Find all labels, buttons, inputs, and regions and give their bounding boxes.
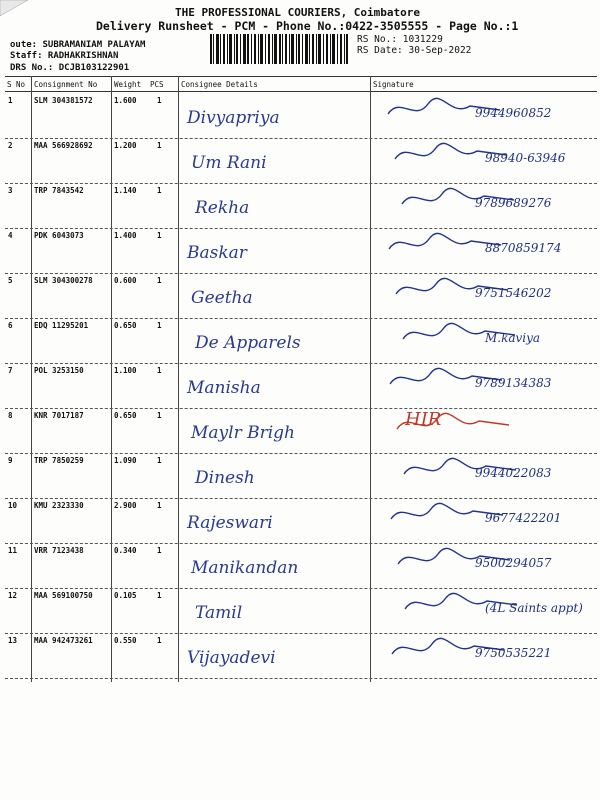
pcs-value: 1 <box>157 141 162 150</box>
consignment-number: MAA 942473261 <box>34 636 93 645</box>
consignment-number: KMU 2323330 <box>34 501 84 510</box>
consignment-number: KNR 7017187 <box>34 411 84 420</box>
col-pcs: PCS <box>150 80 164 89</box>
consignee-handwriting: Geetha <box>191 288 253 308</box>
weight-value: 1.100 <box>114 366 137 375</box>
col-divider <box>370 76 371 682</box>
consignment-number: MAA 569100750 <box>34 591 93 600</box>
weight-value: 2.900 <box>114 501 137 510</box>
consignment-number: TRP 7850259 <box>34 456 84 465</box>
consignee-handwriting: Rajeswari <box>187 513 273 533</box>
col-divider <box>178 76 179 682</box>
consignee-handwriting: De Apparels <box>195 333 301 353</box>
weight-value: 1.090 <box>114 456 137 465</box>
signature-phone: 9789689276 <box>475 196 552 210</box>
company-title: THE PROFESSIONAL COURIERS, Coimbatore <box>175 6 421 19</box>
weight-value: 1.200 <box>114 141 137 150</box>
signature-phone: 8870859174 <box>485 241 562 255</box>
serial-number: 6 <box>8 321 13 330</box>
pcs-value: 1 <box>157 96 162 105</box>
consignment-number: EDQ 11295201 <box>34 321 89 330</box>
pcs-value: 1 <box>157 321 162 330</box>
consignee-handwriting: Divyapriya <box>187 108 280 128</box>
route-text: oute: SUBRAMANIAM PALAYAM <box>10 40 146 50</box>
signature-phone: 9789134383 <box>475 376 552 390</box>
weight-value: 0.550 <box>114 636 137 645</box>
weight-value: 0.650 <box>114 411 137 420</box>
pcs-value: 1 <box>157 276 162 285</box>
serial-number: 9 <box>8 456 13 465</box>
pcs-value: 1 <box>157 501 162 510</box>
consignment-number: SLM 304300278 <box>34 276 93 285</box>
consignee-handwriting: Baskar <box>187 243 247 263</box>
col-sno: S No <box>7 80 26 89</box>
signature-phone: HIR <box>405 409 442 430</box>
pcs-value: 1 <box>157 366 162 375</box>
consignee-handwriting: Rekha <box>195 198 250 218</box>
pcs-value: 1 <box>157 591 162 600</box>
col-consignment: Consignment No <box>34 80 98 89</box>
runsheet-subtitle: Delivery Runsheet - PCM - Phone No.:0422-3505555 - Page No.:1 <box>96 19 519 33</box>
signature-phone: (4L Saints appt) <box>485 601 583 615</box>
consignment-number: MAA 566928692 <box>34 141 93 150</box>
signature-phone: 9500294057 <box>475 556 552 570</box>
pcs-value: 1 <box>157 411 162 420</box>
weight-value: 1.140 <box>114 186 137 195</box>
col-divider <box>111 76 112 682</box>
pcs-value: 1 <box>157 546 162 555</box>
barcode-image <box>210 34 348 64</box>
staff-text: Staff: RADHAKRISHNAN <box>10 51 119 61</box>
weight-value: 0.600 <box>114 276 137 285</box>
serial-number: 1 <box>8 96 13 105</box>
consignee-handwriting: Dinesh <box>195 468 255 488</box>
col-signature: Signature <box>373 80 414 89</box>
rs-number: RS No.: 1031229 <box>357 34 443 45</box>
consignee-handwriting: Manisha <box>187 378 261 398</box>
consignee-handwriting: Um Rani <box>191 153 267 173</box>
weight-value: 1.400 <box>114 231 137 240</box>
signature-phone: 9677422201 <box>485 511 562 525</box>
table-header <box>5 76 597 92</box>
rs-date: RS Date: 30-Sep-2022 <box>357 45 472 56</box>
serial-number: 11 <box>8 546 18 555</box>
signature-phone: 9751546202 <box>475 286 552 300</box>
pcs-value: 1 <box>157 231 162 240</box>
serial-number: 5 <box>8 276 13 285</box>
serial-number: 7 <box>8 366 13 375</box>
serial-number: 10 <box>8 501 18 510</box>
weight-value: 1.600 <box>114 96 137 105</box>
consignment-number: VRR 7123438 <box>34 546 84 555</box>
serial-number: 2 <box>8 141 13 150</box>
pcs-value: 1 <box>157 186 162 195</box>
serial-number: 3 <box>8 186 13 195</box>
signature-phone: M.kaviya <box>485 331 541 345</box>
weight-value: 0.340 <box>114 546 137 555</box>
consignee-handwriting: Maylr Brigh <box>191 423 296 443</box>
consignment-number: PDK 6043073 <box>34 231 84 240</box>
consignee-handwriting: Manikandan <box>191 558 299 578</box>
serial-number: 12 <box>8 591 18 600</box>
signature-phone: 9944022083 <box>475 466 552 480</box>
signature-phone: 9944960852 <box>475 106 552 120</box>
col-consignee: Consignee Details <box>181 80 258 89</box>
consignment-number: TRP 7843542 <box>34 186 84 195</box>
weight-value: 0.105 <box>114 591 137 600</box>
consignee-handwriting: Vijayadevi <box>187 648 276 668</box>
consignee-handwriting: Tamil <box>195 603 243 623</box>
consignment-number: POL 3253150 <box>34 366 84 375</box>
signature-phone: 9750535221 <box>475 646 552 660</box>
row-divider <box>5 678 597 679</box>
serial-number: 13 <box>8 636 18 645</box>
col-weight: Weight <box>114 80 142 89</box>
folded-corner <box>0 0 40 20</box>
drs-number: DRS No.: DCJB103122901 <box>10 63 130 73</box>
serial-number: 4 <box>8 231 13 240</box>
col-divider <box>31 76 32 682</box>
weight-value: 0.650 <box>114 321 137 330</box>
signature-phone: 98940-63946 <box>485 151 566 165</box>
pcs-value: 1 <box>157 456 162 465</box>
serial-number: 8 <box>8 411 13 420</box>
pcs-value: 1 <box>157 636 162 645</box>
consignment-number: SLM 304381572 <box>34 96 93 105</box>
